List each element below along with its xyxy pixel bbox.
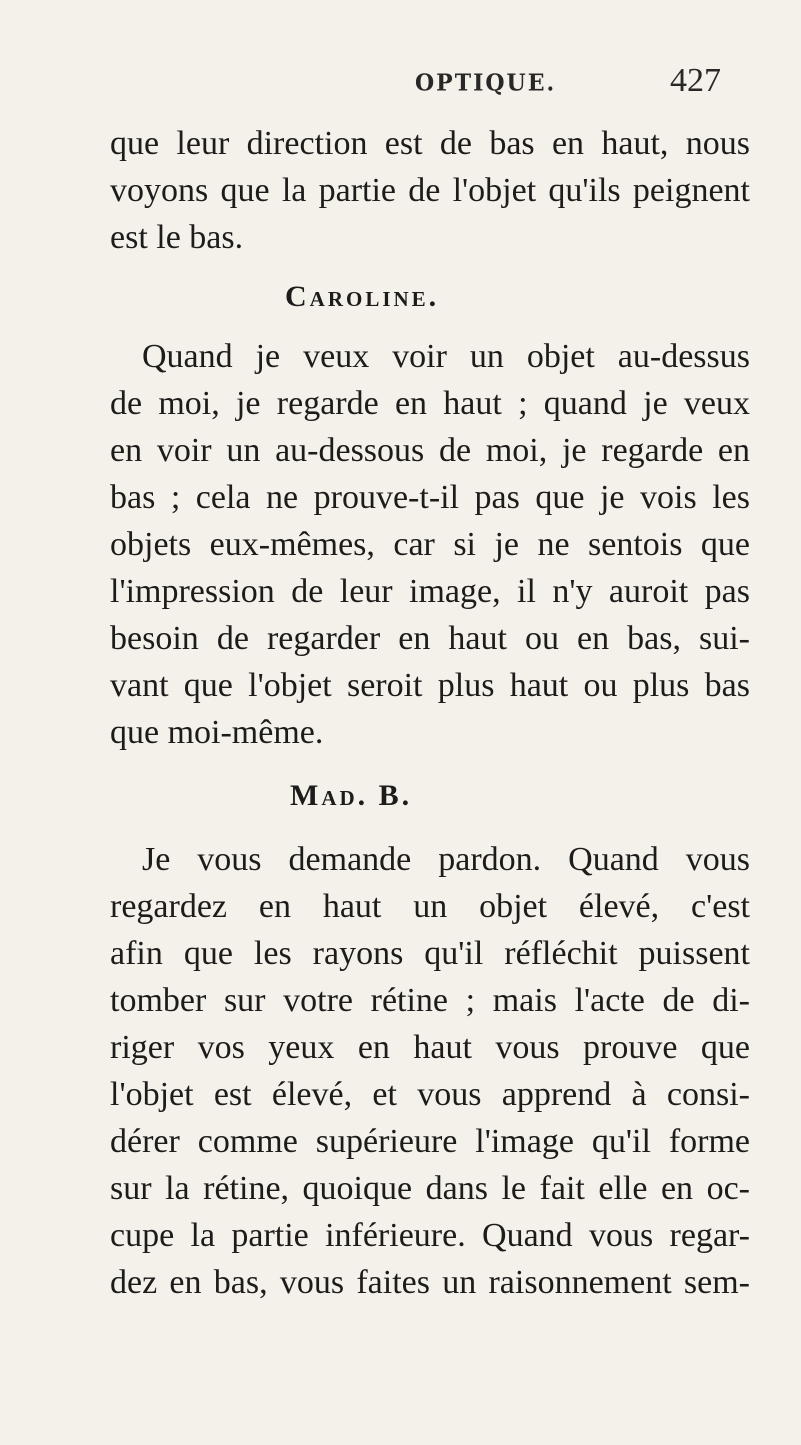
text-line: que moi-même.	[110, 714, 324, 751]
text-line: sur la rétine, quoique dans le fait elle en oc-	[110, 1170, 750, 1207]
text-line: Quand je veux voir un objet au-dessus	[142, 338, 750, 375]
section-title: OPTIQUE.	[415, 69, 557, 97]
text-line: bas ; cela ne prouve-t-il pas que je vois les	[110, 479, 750, 516]
text-line: dérer comme supérieure l'image qu'il forme	[110, 1123, 750, 1160]
text-line: cupe la partie inférieure. Quand vous regar-	[110, 1217, 750, 1254]
text-line: vant que l'objet seroit plus haut ou plus bas	[110, 667, 750, 704]
page-number: 427	[670, 62, 721, 99]
text-line: l'impression de leur image, il n'y auroit pas	[110, 573, 750, 610]
text-line: tomber sur votre rétine ; mais l'acte de di-	[110, 982, 750, 1019]
body-text	[110, 120, 750, 1306]
text-line: dez en bas, vous faites un raisonnement sem-	[110, 1264, 750, 1301]
text-line: l'objet est élevé, et vous apprend à consi-	[110, 1076, 750, 1113]
text-line: de moi, je regarde en haut ; quand je veux	[110, 385, 750, 422]
speaker-mad-b: Mad. B.	[290, 779, 413, 812]
text-line: objets eux-mêmes, car si je ne sentois que	[110, 526, 750, 563]
text-line: besoin de regarder en haut ou en bas, sui-	[110, 620, 750, 657]
text-line: riger vos yeux en haut vous prouve que	[110, 1029, 750, 1066]
text-line: Je vous demande pardon. Quand vous	[142, 841, 750, 878]
text-line: en voir un au-dessous de moi, je regarde en	[110, 432, 750, 469]
text-line: est le bas.	[110, 219, 244, 256]
text-line: que leur direction est de bas en haut, nous	[110, 125, 750, 162]
text-line: afin que les rayons qu'il réfléchit puissent	[110, 935, 750, 972]
text-line: regardez en haut un objet élevé, c'est	[110, 888, 750, 925]
running-head	[110, 62, 750, 102]
text-line: voyons que la partie de l'objet qu'ils peignent	[110, 172, 750, 209]
speaker-caroline: Caroline.	[285, 280, 440, 313]
